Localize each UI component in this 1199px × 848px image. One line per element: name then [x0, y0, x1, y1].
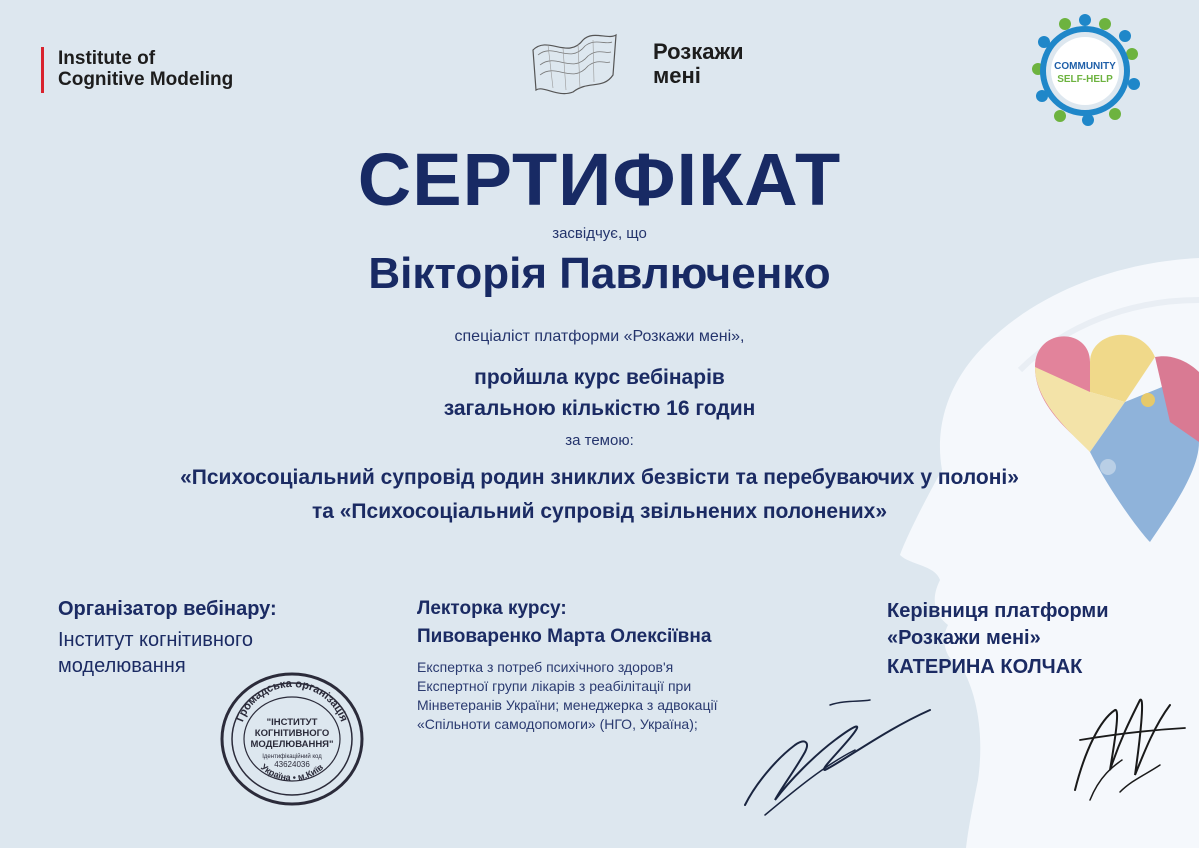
organizer-name-line1: Інститут когнітивного — [58, 629, 254, 651]
head-label-line2: «Розкажи мені» — [887, 627, 1041, 649]
head-label — [887, 598, 1187, 652]
institute-logo-bar — [41, 47, 44, 93]
topic-line-1: «Психосоціальний супровід родин зниклих безвісти та перебуваючих у полоні» — [180, 466, 1019, 489]
stamp-center-line3: МОДЕЛЮВАННЯ" — [250, 739, 334, 750]
lecturer-desc-line4: «Спільноти самодопомоги» (НГО, Україна); — [417, 716, 698, 732]
certificate-title: СЕРТИФІКАТ — [357, 138, 842, 221]
course-line-1: пройшла курс вебінарів — [474, 366, 725, 389]
institute-logo — [58, 48, 298, 90]
lecturer-desc-line1: Експертка з потреб психічного здоров'я — [417, 659, 674, 675]
stamp-bottom-text: Україна • м.Київ — [258, 761, 326, 783]
stamp-id-label: Ідентифікаційний код — [262, 754, 322, 760]
topic-line-2: та «Психосоціальний супровід звільнених полонених» — [311, 500, 888, 523]
head-name: КАТЕРИНА КОЛЧАК — [887, 656, 1083, 678]
rozkazhy-meni-logo — [653, 40, 813, 88]
head-signature — [1060, 680, 1190, 810]
topic-label: за темою: — [565, 432, 634, 449]
stamp-center-line1: "ІНСТИТУТ — [266, 717, 318, 728]
organization-stamp — [218, 670, 366, 808]
course-line-2: загальною кількістю 16 годин — [443, 397, 756, 420]
lecturer-desc-line2: Експертної групи лікарів з реабілітації при — [417, 678, 692, 694]
lecturer-label: Лекторка курсу: — [417, 598, 567, 619]
platform-logo-line2: мені — [653, 63, 701, 88]
rozkazhy-meni-logo-icon — [528, 30, 618, 98]
head-label-line1: Керівниця платформи — [887, 600, 1109, 622]
lecturer-name: Пивоваренко Марта Олексіївна — [417, 626, 712, 647]
organizer-name-line2: моделювання — [58, 655, 186, 677]
institute-logo-line1: Institute of — [58, 48, 156, 69]
platform-logo-line1: Розкажи — [653, 39, 744, 64]
attests-text: засвідчує, що — [552, 225, 647, 242]
lecturer-desc-line3: Мінветеранів України; менеджерка з адвокації — [417, 697, 718, 713]
recipient-name: Вікторія Павлюченко — [368, 249, 831, 298]
community-logo-line1: COMMUNITY — [1054, 61, 1116, 72]
community-logo-line2: SELF-HELP — [1057, 74, 1113, 85]
stamp-ring-text: Громадська організація — [234, 677, 350, 724]
stamp-id-code: 43624036 — [274, 760, 310, 769]
recipient-role: спеціаліст платформи «Розкажи мені», — [454, 328, 745, 345]
lecturer-signature — [735, 690, 935, 820]
stamp-center-line2: КОГНІТИВНОГО — [254, 728, 330, 739]
community-self-help-logo — [1030, 14, 1140, 126]
organizer-label: Організатор вебінару: — [58, 598, 277, 620]
institute-logo-line2: Cognitive Modeling — [58, 69, 234, 90]
